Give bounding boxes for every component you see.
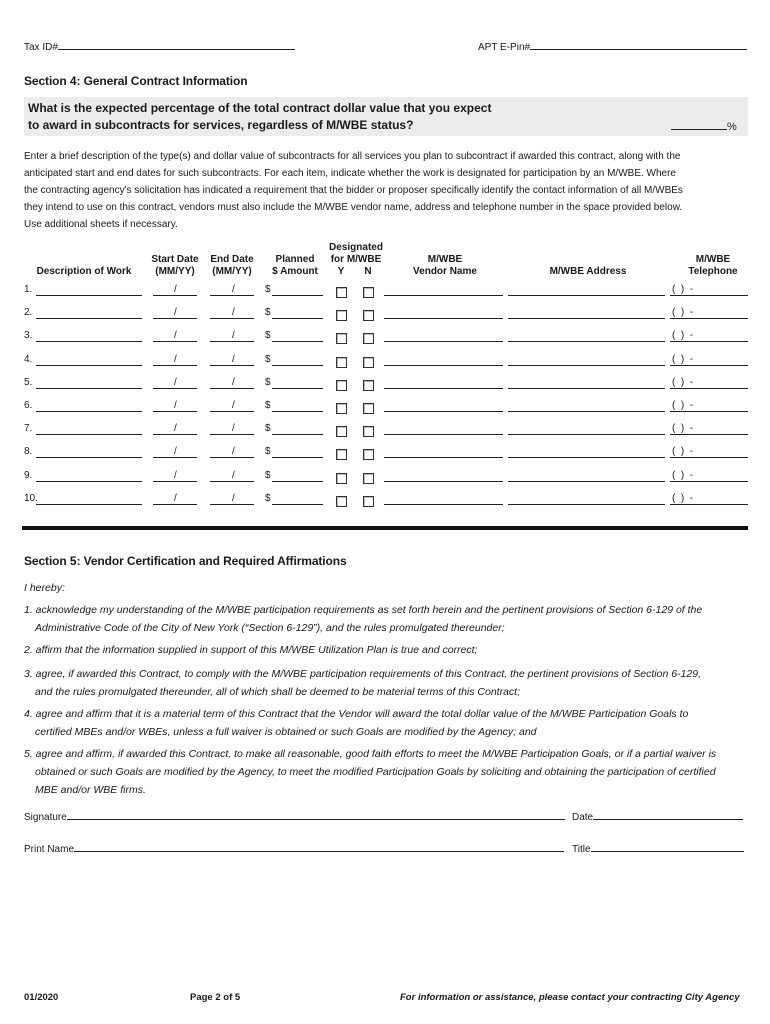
row-number: 3. xyxy=(24,330,33,341)
title-field xyxy=(572,842,744,855)
description-input[interactable] xyxy=(36,332,142,342)
telephone-format: ( ) - xyxy=(672,377,694,388)
dollar-sign: $ xyxy=(265,423,271,434)
affirmation-line: MBE and/or WBE firms. xyxy=(35,784,146,796)
no-checkbox[interactable] xyxy=(363,496,374,507)
vendor-name-input[interactable] xyxy=(384,356,503,366)
no-checkbox[interactable] xyxy=(363,403,374,414)
amount-input[interactable] xyxy=(272,402,323,412)
footer-info: For information or assistance, please contact your contracting City Agency xyxy=(400,992,740,1003)
telephone-format: ( ) - xyxy=(672,400,694,411)
start-date-slash: / xyxy=(174,493,177,504)
vendor-address-input[interactable] xyxy=(508,286,665,296)
dollar-sign: $ xyxy=(265,493,271,504)
col-telephone-line1: M/WBE xyxy=(695,254,731,265)
instruction-line: they intend to use on this contract, vendors must also include the M/WBE vendor name, address and telephone number in the space provided below. xyxy=(24,202,683,213)
amount-input[interactable] xyxy=(272,356,323,366)
telephone-format: ( ) - xyxy=(672,284,694,295)
footer-date: 01/2020 xyxy=(24,992,59,1003)
row-number: 4. xyxy=(24,354,33,365)
no-checkbox[interactable] xyxy=(363,473,374,484)
amount-input[interactable] xyxy=(272,495,323,505)
dollar-sign: $ xyxy=(265,400,271,411)
row-number: 6. xyxy=(24,400,33,411)
row-number: 1. xyxy=(24,284,33,295)
no-checkbox[interactable] xyxy=(363,310,374,321)
description-input[interactable] xyxy=(36,448,142,458)
question-line1: What is the expected percentage of the total contract dollar value that you expect xyxy=(28,101,492,115)
amount-input[interactable] xyxy=(272,332,323,342)
end-date-slash: / xyxy=(232,307,235,318)
title-label: Title xyxy=(572,844,591,855)
vendor-name-input[interactable] xyxy=(384,402,503,412)
vendor-name-input[interactable] xyxy=(384,472,503,482)
amount-input[interactable] xyxy=(272,425,323,435)
row-number: 5. xyxy=(24,377,33,388)
date-input[interactable] xyxy=(593,810,743,820)
tax-id-field xyxy=(24,40,295,53)
col-start-date-line1: Start Date xyxy=(151,254,199,265)
section5-title: Section 5: Vendor Certification and Required Affirmations xyxy=(24,554,347,568)
description-input[interactable] xyxy=(36,286,142,296)
col-vendor-line1: M/WBE xyxy=(427,254,463,265)
hereby-text: I hereby: xyxy=(24,582,65,594)
no-checkbox[interactable] xyxy=(363,333,374,344)
vendor-name-input[interactable] xyxy=(384,495,503,505)
telephone-format: ( ) - xyxy=(672,423,694,434)
vendor-name-input[interactable] xyxy=(384,448,503,458)
telephone-format: ( ) - xyxy=(672,307,694,318)
affirmation-line: and the rules promulgated thereunder, all of which shall be deemed to be material terms of this Contract; xyxy=(35,686,521,698)
vendor-name-input[interactable] xyxy=(384,379,503,389)
affirmation-line: 5. agree and affirm, if awarded this Contract, to make all reasonable, good faith efforts to meet the M/WBE Participation Goals, or if a partial waiver is xyxy=(24,748,717,760)
start-date-slash: / xyxy=(174,307,177,318)
col-address: M/WBE Address xyxy=(549,266,627,277)
col-designated xyxy=(322,242,390,266)
yes-checkbox[interactable] xyxy=(336,310,347,321)
end-date-slash: / xyxy=(232,330,235,341)
question-box xyxy=(24,97,748,136)
description-input[interactable] xyxy=(36,402,142,412)
date-field xyxy=(572,810,743,823)
col-end-date-line2: (MM/YY) xyxy=(212,266,252,277)
start-date-slash: / xyxy=(174,330,177,341)
col-start-date-line2: (MM/YY) xyxy=(155,266,195,277)
end-date-slash: / xyxy=(232,446,235,457)
description-input[interactable] xyxy=(36,472,142,482)
start-date-slash: / xyxy=(174,354,177,365)
col-no: N xyxy=(364,266,372,277)
col-start-date xyxy=(148,254,202,278)
col-designated-line1: Designated xyxy=(329,242,383,253)
end-date-slash: / xyxy=(232,423,235,434)
percent-symbol: % xyxy=(727,121,737,133)
end-date-slash: / xyxy=(232,377,235,388)
telephone-format: ( ) - xyxy=(672,330,694,341)
end-date-slash: / xyxy=(232,470,235,481)
title-input[interactable] xyxy=(591,842,744,852)
description-input[interactable] xyxy=(36,495,142,505)
footer-page: Page 2 of 5 xyxy=(190,992,241,1003)
instruction-line: Enter a brief description of the type(s) and dollar value of subcontracts for all services you plan to subcontract if awarded this contract, along with the xyxy=(24,151,681,162)
no-checkbox[interactable] xyxy=(363,426,374,437)
yes-checkbox[interactable] xyxy=(336,473,347,484)
vendor-address-input[interactable] xyxy=(508,425,665,435)
signature-field xyxy=(24,810,565,823)
row-number: 7. xyxy=(24,423,33,434)
no-checkbox[interactable] xyxy=(363,449,374,460)
yes-checkbox[interactable] xyxy=(336,287,347,298)
tax-id-input[interactable] xyxy=(58,40,295,50)
yes-checkbox[interactable] xyxy=(336,357,347,368)
amount-input[interactable] xyxy=(272,379,323,389)
end-date-slash: / xyxy=(232,284,235,295)
apt-epin-input[interactable] xyxy=(530,40,747,50)
col-planned-line1: Planned xyxy=(275,254,315,265)
print-name-input[interactable] xyxy=(74,842,564,852)
yes-checkbox[interactable] xyxy=(336,403,347,414)
col-yes: Y xyxy=(337,266,345,277)
start-date-slash: / xyxy=(174,470,177,481)
affirmation-line: 3. agree, if awarded this Contract, to comply with the M/WBE participation requirements of this Contract, the pertinent provisions of Section 6-129, xyxy=(24,668,701,680)
amount-input[interactable] xyxy=(272,286,323,296)
description-input[interactable] xyxy=(36,379,142,389)
description-input[interactable] xyxy=(36,425,142,435)
vendor-address-input[interactable] xyxy=(508,356,665,366)
telephone-format: ( ) - xyxy=(672,493,694,504)
telephone-format: ( ) - xyxy=(672,446,694,457)
yes-checkbox[interactable] xyxy=(336,496,347,507)
description-input[interactable] xyxy=(36,309,142,319)
section4-title: Section 4: General Contract Information xyxy=(24,74,248,88)
col-description: Description of Work xyxy=(36,266,132,277)
row-number: 8. xyxy=(24,446,33,457)
row-number: 9. xyxy=(24,470,33,481)
vendor-address-input[interactable] xyxy=(508,495,665,505)
print-name-label: Print Name xyxy=(24,844,75,855)
vendor-address-input[interactable] xyxy=(508,402,665,412)
dollar-sign: $ xyxy=(265,284,271,295)
end-date-slash: / xyxy=(232,400,235,411)
affirmation-line: certified MBEs and/or WBEs, unless a full waiver is obtained or such Goals are modified by the Agency; and xyxy=(35,726,537,738)
signature-label: Signature xyxy=(24,812,67,823)
start-date-slash: / xyxy=(174,284,177,295)
affirmation-line: Administrative Code of the City of New York (“Section 6-129”), and the rules promulgated thereunder; xyxy=(35,622,505,634)
yes-checkbox[interactable] xyxy=(336,380,347,391)
vendor-name-input[interactable] xyxy=(384,332,503,342)
col-end-date-line1: End Date xyxy=(210,254,254,265)
col-telephone xyxy=(676,254,750,278)
no-checkbox[interactable] xyxy=(363,357,374,368)
col-planned-line2: $ Amount xyxy=(272,266,318,277)
dollar-sign: $ xyxy=(265,330,271,341)
description-input[interactable] xyxy=(36,356,142,366)
yes-checkbox[interactable] xyxy=(336,333,347,344)
vendor-address-input[interactable] xyxy=(508,309,665,319)
amount-input[interactable] xyxy=(272,309,323,319)
telephone-format: ( ) - xyxy=(672,354,694,365)
instruction-line: anticipated start and end dates for such subcontracts. For each item, indicate whether the work is designated for participation by an M/WBE. Where xyxy=(24,168,676,179)
yes-checkbox[interactable] xyxy=(336,426,347,437)
affirmation-line: 4. agree and affirm that it is a material term of this Contract that the Vendor will award the total dollar value of the M/WBE Participation Goals to xyxy=(24,708,689,720)
row-number: 2. xyxy=(24,307,33,318)
end-date-slash: / xyxy=(232,354,235,365)
col-vendor xyxy=(395,254,495,278)
start-date-slash: / xyxy=(174,400,177,411)
col-planned xyxy=(264,254,326,278)
amount-input[interactable] xyxy=(272,472,323,482)
yes-checkbox[interactable] xyxy=(336,449,347,460)
amount-input[interactable] xyxy=(272,448,323,458)
print-name-field xyxy=(24,842,564,855)
vendor-address-input[interactable] xyxy=(508,448,665,458)
instructions xyxy=(24,148,754,233)
dollar-sign: $ xyxy=(265,307,271,318)
instruction-line: Use additional sheets if necessary. xyxy=(24,219,178,230)
signature-input[interactable] xyxy=(67,810,565,820)
dollar-sign: $ xyxy=(265,470,271,481)
telephone-format: ( ) - xyxy=(672,470,694,481)
affirmation-line: 2. affirm that the information supplied in support of this M/WBE Utilization Plan is true and correct; xyxy=(24,644,478,656)
section-divider xyxy=(22,526,748,530)
start-date-slash: / xyxy=(174,423,177,434)
col-designated-line2: for M/WBE xyxy=(330,254,382,265)
dollar-sign: $ xyxy=(265,446,271,457)
row-number: 10. xyxy=(24,493,38,504)
vendor-name-input[interactable] xyxy=(384,425,503,435)
col-vendor-line2: Vendor Name xyxy=(413,266,477,277)
dollar-sign: $ xyxy=(265,377,271,388)
tax-id-label: Tax ID# xyxy=(24,42,58,53)
start-date-slash: / xyxy=(174,446,177,457)
date-label: Date xyxy=(572,812,594,823)
percent-input[interactable] xyxy=(671,118,727,130)
start-date-slash: / xyxy=(174,377,177,388)
col-telephone-line2: Telephone xyxy=(688,266,738,277)
end-date-slash: / xyxy=(232,493,235,504)
vendor-address-input[interactable] xyxy=(508,472,665,482)
affirmation-line: 1. acknowledge my understanding of the M/WBE participation requirements as set forth herein and the pertinent provisions of Section 6-129 of the xyxy=(24,604,703,616)
no-checkbox[interactable] xyxy=(363,287,374,298)
apt-epin-label: APT E-Pin# xyxy=(478,42,531,53)
no-checkbox[interactable] xyxy=(363,380,374,391)
question-line2: to award in subcontracts for services, regardless of M/WBE status? xyxy=(28,118,414,132)
vendor-name-input[interactable] xyxy=(384,286,503,296)
vendor-address-input[interactable] xyxy=(508,379,665,389)
instruction-line: the contracting agency's solicitation has indicated a requirement that the bidder or proposer specifically identify the contact information of all M/WBEs xyxy=(24,185,683,196)
vendor-name-input[interactable] xyxy=(384,309,503,319)
dollar-sign: $ xyxy=(265,354,271,365)
vendor-address-input[interactable] xyxy=(508,332,665,342)
percent-field xyxy=(671,118,737,133)
apt-epin-field xyxy=(478,40,747,53)
affirmation-line: obtained or such Goals are modified by the Agency, to meet the modified Participation Goals by soliciting and obtaining the participation of certified xyxy=(35,766,716,778)
col-end-date xyxy=(206,254,258,278)
